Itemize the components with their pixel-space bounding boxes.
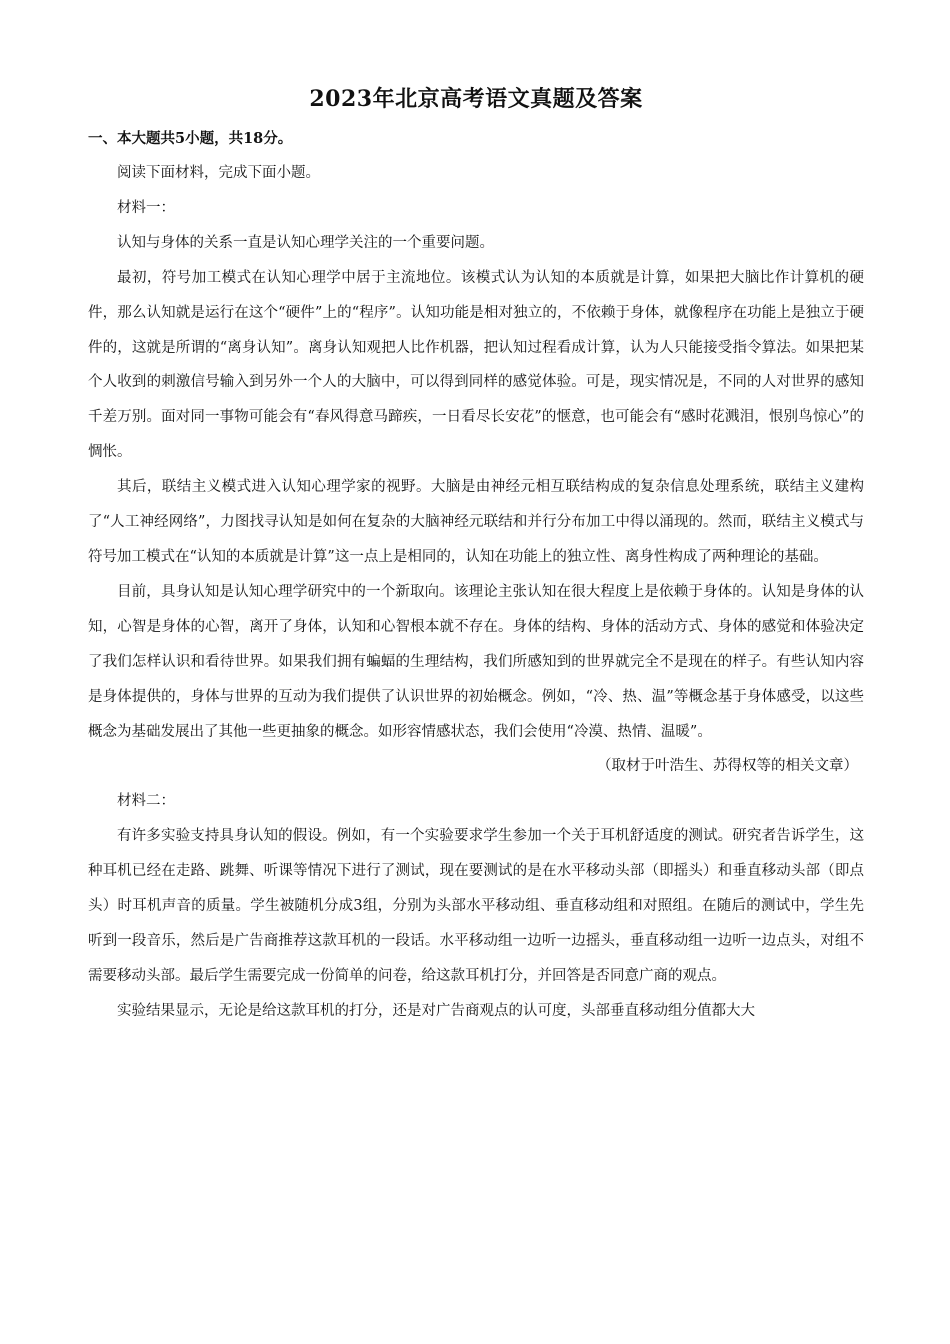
material1-paragraph-2: 最初，符号加工模式在认知心理学中居于主流地位。该模式认为认知的本质就是计算，如果把大脑比作计算机的硬件，那么认知就是运行在这个“硬件”上的“程序”。认知功能是相对独立的，不依赖于身体，就像程序在功能上是独立于硬件的，这就是所谓的“离身认知”。离身认知观把人比作机器，把认知过程看成计算，认为人只能接受指令算法。如果把某个人收到的刺激信号输入到另外一个人的大脑中，可以得到同样的感觉体验。可是，现实情况是，不同的人对世界的感知千差万别。面对同一事物可能会有“春风得意马蹄疾，一日看尽长安花”的惬意，也可能会有“感时花溅泪，恨别鸟惊心”的惆怅。 xyxy=(88,269,864,461)
material1-paragraph-4: 目前，具身认知是认知心理学研究中的一个新取向。该理论主张认知在很大程度上是依赖于身体的。认知是身体的认知，心智是身体的心智，离开了身体，认知和心智根本就不存在。身体的结构、身体的活动方式、身体的感觉和体验决定了我们怎样认识和看待世界。如果我们拥有蝙蝠的生理结构，我们所感知到的世界就完全不是现在的样子。有些认知内容是身体提供的，身体与世界的互动为我们提供了认识世界的初始概念。例如，“冷、热、温”等概念基于身体感受，以这些概念为基础发展出了其他一些更抽象的概念。如形容情感状态，我们会使用“冷漠、热情、温暖”。 xyxy=(88,583,864,740)
material1-source-citation: （取材于叶浩生、苏得权等的相关文章） xyxy=(597,758,858,775)
instruction-text: 阅读下面材料，完成下面小题。 xyxy=(117,165,320,181)
material2-paragraph-1: 有许多实验支持具身认知的假设。例如，有一个实验要求学生参加一个关于耳机舒适度的测试。研究者告诉学生，这种耳机已经在走路、跳舞、听课等情况下进行了测试，现在要测试的是在水平移动头部（即摇头）和垂直移动头部（即点头）时耳机声音的质量。学生被随机分成3组，分别为头部水平移动组、垂直移动组和对照组。在随后的测试中，学生先听到一段音乐，然后是广告商推荐这款耳机的一段话。水平移动组一边听一边摇头，垂直移动组一边听一边点头，对组不需要移动头部。最后学生需要完成一份简单的问卷，给这款耳机打分，并回答是否同意广商的观点。 xyxy=(88,828,864,984)
document-title: 2023年北京高考语文真题及答案 xyxy=(309,86,643,112)
document-page xyxy=(88,82,864,1029)
material1-paragraph-1: 认知与身体的关系一直是认知心理学关注的一个重要问题。 xyxy=(117,234,494,251)
section-heading: 一、本大题共5小题，共18分。 xyxy=(88,130,293,147)
material2-label: 材料二： xyxy=(117,793,175,810)
material1-paragraph-3: 其后，联结主义模式进入认知心理学家的视野。大脑是由神经元相互联结构成的复杂信息处理系统，联结主义建构了“人工神经网络”，力图找寻认知是如何在复杂的大脑神经元联结和并行分布加工中得以涌现的。然而，联结主义模式与符号加工模式在“认知的本质就是计算”这一点上是相同的，认知在功能上的独立性、离身性构成了两种理论的基础。 xyxy=(88,479,864,565)
material2-paragraph-2: 实验结果显示，无论是给这款耳机的打分，还是对广告商观点的认可度，头部垂直移动组分值都大大 xyxy=(117,1002,755,1019)
material1-label: 材料一： xyxy=(117,199,175,216)
